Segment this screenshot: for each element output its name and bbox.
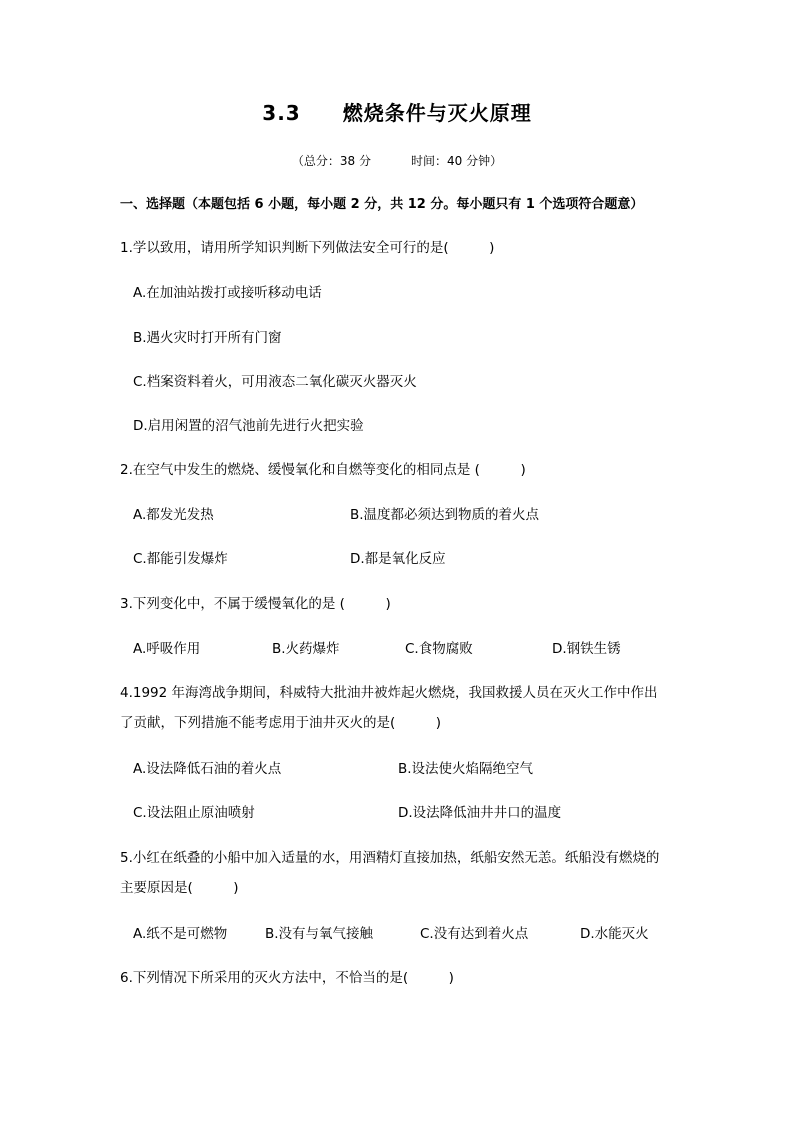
- question-1-option-d: D.启用闲置的沼气池前先进行火把实验: [133, 418, 364, 434]
- question-2-option-d: D.都是氧化反应: [350, 551, 446, 567]
- question-5-stem-line-2: 主要原因是( ): [120, 880, 239, 896]
- question-4-stem-line-2: 了贡献，下列措施不能考虑用于油井灭火的是( ): [120, 715, 442, 731]
- question-5-option-a: A.纸不是可燃物: [133, 926, 228, 942]
- question-1-option-b: B.遇火灾时打开所有门窗: [133, 330, 282, 346]
- question-4-option-a: A.设法降低石油的着火点: [133, 761, 282, 777]
- page-title: [0, 97, 794, 126]
- question-2-option-b: B.温度都必须达到物质的着火点: [350, 507, 540, 523]
- question-1-stem: 1.学以致用，请用所学知识判断下列做法安全可行的是( ): [120, 240, 495, 256]
- question-5-stem-line-1: 5.小红在纸叠的小船中加入适量的水，用酒精灯直接加热，纸船安然无恙。纸船没有燃烧的: [120, 850, 660, 866]
- total-score: （总分：38 分: [291, 154, 371, 168]
- question-1-option-a: A.在加油站拨打或接听移动电话: [133, 285, 322, 301]
- question-6-stem: 6.下列情况下所采用的灭火方法中，不恰当的是( ): [120, 970, 454, 986]
- score-info: [0, 152, 794, 169]
- title-text: 燃烧条件与灭火原理: [342, 101, 532, 125]
- question-2-stem: 2.在空气中发生的燃烧、缓慢氧化和自燃等变化的相同点是 ( ): [120, 462, 526, 478]
- question-3-stem: 3.下列变化中，不属于缓慢氧化的是 ( ): [120, 596, 391, 612]
- section-heading: 一、选择题（本题包括 6 小题，每小题 2 分，共 12 分。每小题只有 1 个选项符合题意）: [120, 197, 644, 212]
- question-2-option-c: C.都能引发爆炸: [133, 551, 228, 567]
- question-3-option-d: D.钢铁生锈: [552, 641, 621, 657]
- question-5-option-b: B.没有与氧气接触: [265, 926, 374, 942]
- question-3-option-b: B.火药爆炸: [272, 641, 340, 657]
- question-4-stem-line-1: 4.1992 年海湾战争期间，科威特大批油井被炸起火燃烧，我国救援人员在灭火工作中作出: [120, 685, 658, 701]
- time-limit: 时间：40 分钟）: [411, 154, 503, 168]
- question-2-option-a: A.都发光发热: [133, 507, 214, 523]
- question-4-option-b: B.设法使火焰隔绝空气: [398, 761, 534, 777]
- question-4-option-c: C.设法阻止原油喷射: [133, 805, 255, 821]
- question-1-option-c: C.档案资料着火，可用液态二氧化碳灭火器灭火: [133, 374, 417, 390]
- question-4-option-d: D.设法降低油井井口的温度: [398, 805, 562, 821]
- title-number: 3.3: [262, 101, 301, 125]
- question-3-option-a: A.呼吸作用: [133, 641, 201, 657]
- question-3-option-c: C.食物腐败: [405, 641, 473, 657]
- question-5-option-c: C.没有达到着火点: [420, 926, 529, 942]
- question-5-option-d: D.水能灭火: [580, 926, 649, 942]
